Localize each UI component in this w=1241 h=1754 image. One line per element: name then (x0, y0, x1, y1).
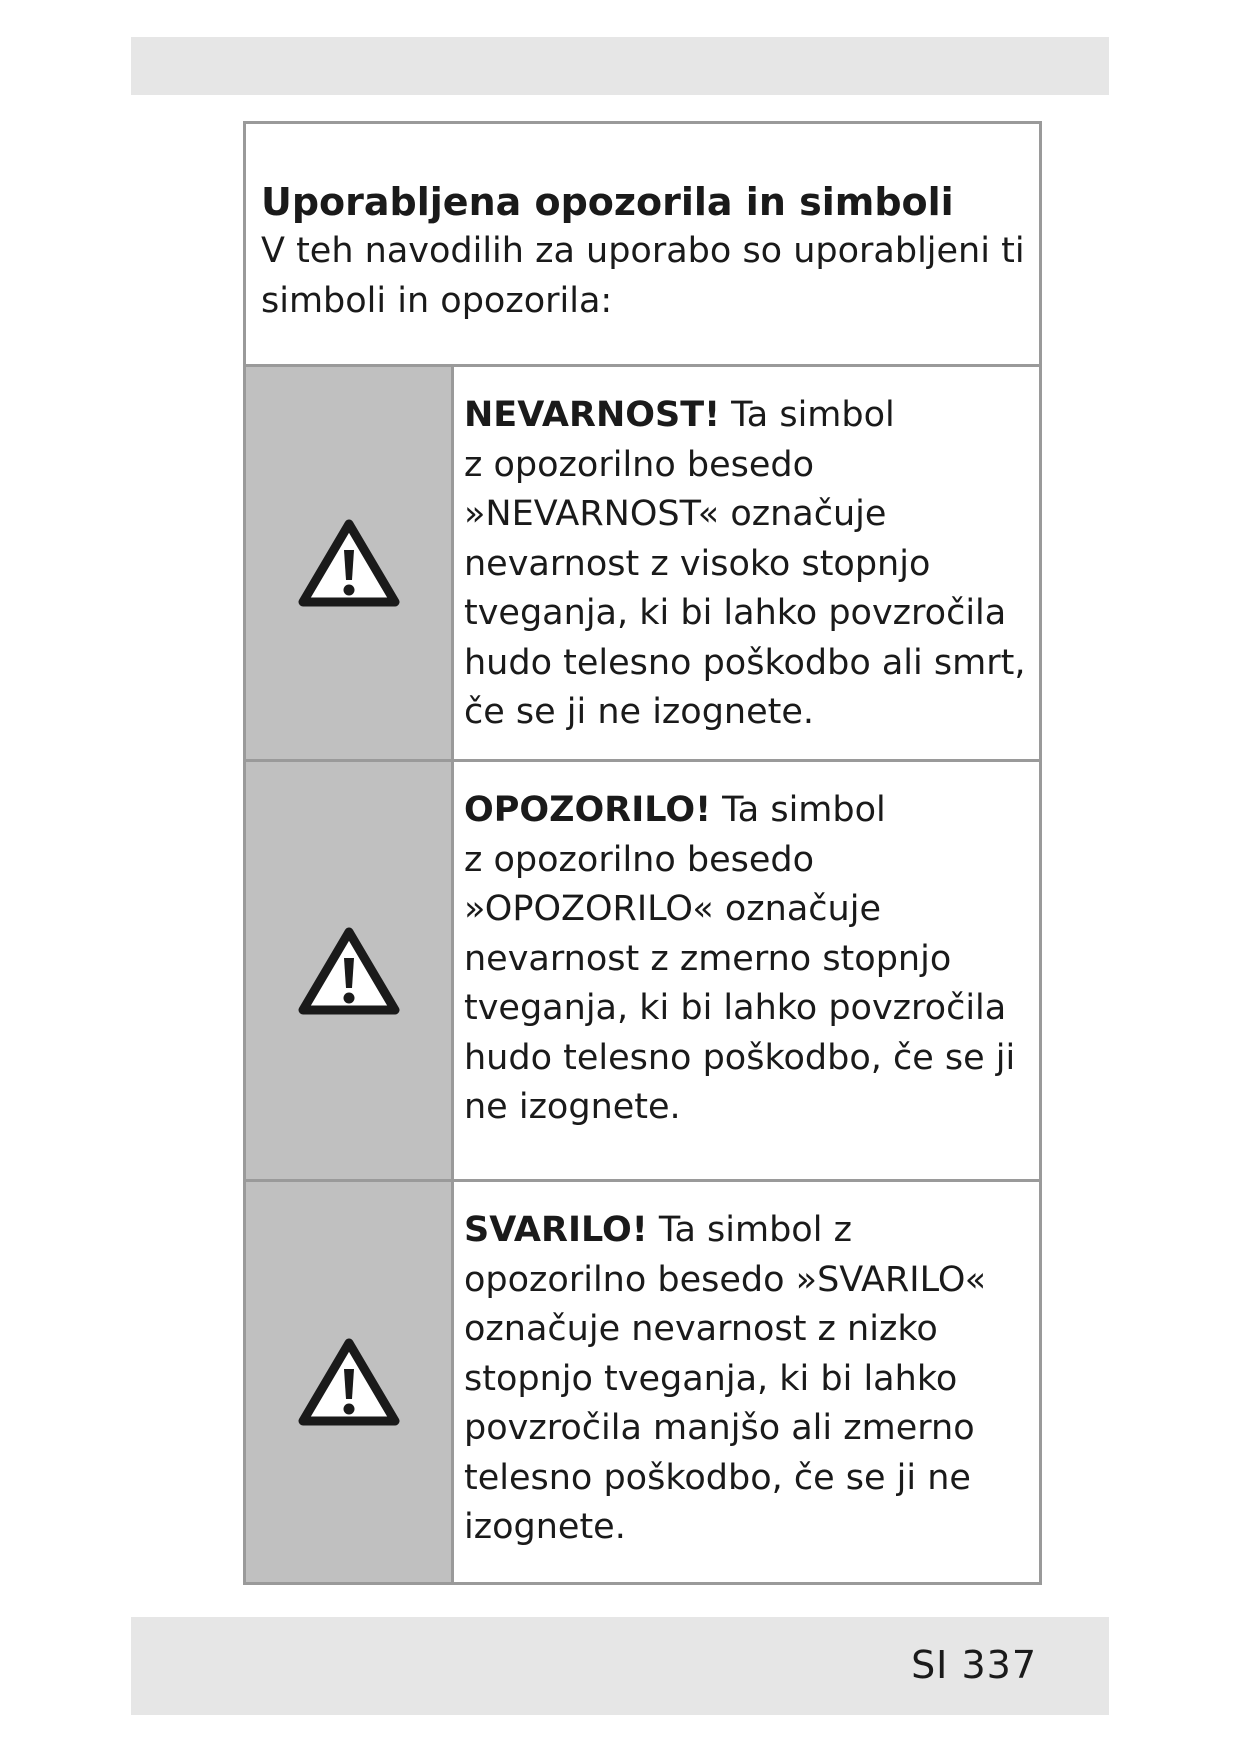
warning-row-danger (246, 367, 1039, 762)
icon-cell (246, 367, 454, 759)
section-intro (261, 226, 1025, 326)
warning-triangle-icon (297, 924, 401, 1018)
warning-row-caution (246, 1182, 1039, 1582)
warning-line: nevarnost z visoko stopnjo (464, 543, 931, 584)
warning-text (454, 762, 1039, 1179)
warning-line: hudo telesno poškodbo, če se ji (464, 1037, 1016, 1078)
warning-line: tveganja, ki bi lahko povzročila (464, 988, 1007, 1028)
warning-triangle-icon (297, 516, 401, 610)
warning-line: »OPOZORILO« označuje (464, 889, 881, 929)
page-number: SI 337 (911, 1643, 1037, 1687)
warning-line: povzročila manjšo ali zmerno (464, 1408, 975, 1448)
warning-line: z opozorilno besedo (464, 839, 815, 880)
intro-line: V teh navodilih za uporabo so uporabljeni ti (261, 231, 1025, 271)
signal-word: SVARILO! (464, 1210, 648, 1250)
warning-line: tveganja, ki bi lahko povzročila (464, 593, 1007, 633)
warning-row-warning (246, 762, 1039, 1182)
footer-band (131, 1617, 1109, 1715)
warning-line: ne izognete. (464, 1087, 681, 1127)
warning-line: hudo telesno poškodbo ali smrt, (464, 642, 1026, 683)
warning-text (454, 367, 1039, 759)
intro-section (246, 124, 1039, 367)
warning-line: stopnjo tveganja, ki bi lahko (464, 1358, 958, 1399)
warning-triangle-icon (297, 1335, 401, 1429)
warning-line: izognete. (464, 1507, 626, 1547)
warning-line: označuje nevarnost z nizko (464, 1309, 938, 1349)
signal-word: NEVARNOST! (464, 395, 721, 435)
icon-cell (246, 762, 454, 1179)
warning-line: telesno poškodbo, če se ji ne (464, 1457, 971, 1498)
icon-cell (246, 1182, 454, 1582)
warnings-table (243, 121, 1042, 1585)
section-title: Uporabljena opozorila in simboli (261, 180, 954, 224)
warning-line: nevarnost z zmerno stopnjo (464, 938, 952, 979)
signal-word: OPOZORILO! (464, 790, 712, 830)
intro-line: simboli in opozorila: (261, 281, 613, 321)
warning-line: opozorilno besedo »SVARILO« (464, 1259, 987, 1300)
warning-line: »NEVARNOST« označuje (464, 494, 887, 534)
warning-line: Ta simbol z (647, 1210, 852, 1250)
warning-text (454, 1182, 1039, 1582)
header-band (131, 37, 1109, 95)
warning-line: Ta simbol (720, 395, 895, 435)
warning-line: če se ji ne izognete. (464, 692, 815, 732)
warning-line: z opozorilno besedo (464, 444, 815, 485)
warning-line: Ta simbol (711, 790, 886, 830)
